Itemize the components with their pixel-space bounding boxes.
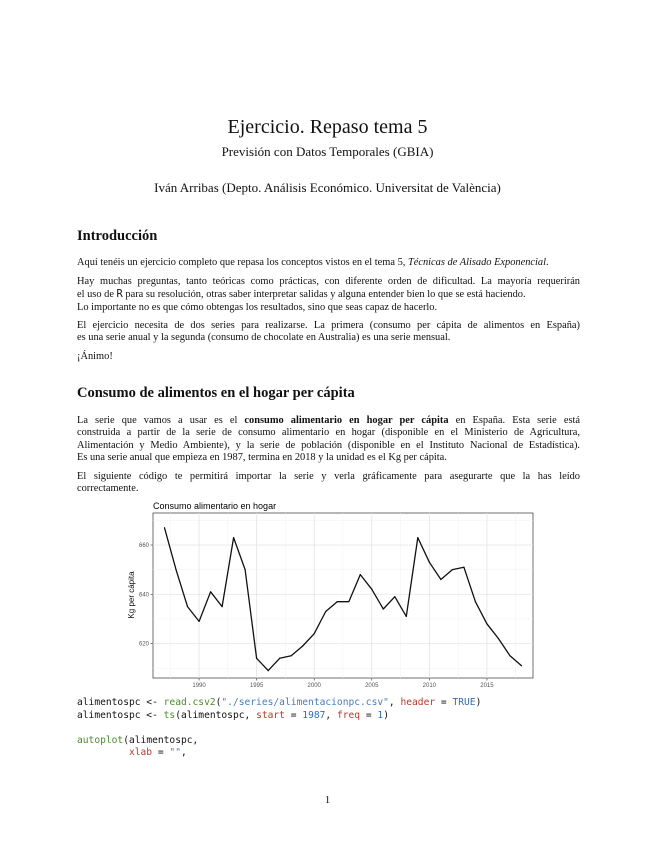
chart-title: Consumo alimentario en hogar: [153, 501, 277, 511]
data-point: [394, 596, 395, 597]
data-point: [440, 579, 441, 580]
data-point: [233, 537, 234, 538]
code-token: alimentospc <-: [77, 697, 164, 708]
code-line-1: [77, 697, 481, 708]
code-number: 1: [377, 709, 384, 721]
code-number: 1987: [302, 709, 326, 721]
intro-p1-text: Aquí tenéis un ejercicio completo que repasa los conceptos vistos en el tema 5,: [77, 257, 408, 268]
data-point: [268, 670, 269, 671]
data-point: [429, 562, 430, 563]
data-point: [325, 611, 326, 612]
y-tick-label: 660: [138, 543, 149, 550]
section2-p1-line1-a: La serie que vamos a usar es el: [77, 415, 245, 426]
code-token: =: [435, 697, 453, 708]
code-string: "./series/alimentacionpc.csv": [221, 697, 389, 708]
section2-heading: Consumo de alimentos en el hogar per cápita: [77, 385, 355, 401]
data-point: [417, 537, 418, 538]
data-point: [302, 645, 303, 646]
code-line-3: [77, 735, 198, 746]
section2-p1-line3: Alimentación y Medio Ambiente), y la serie de población (disponible en el Instituto Nacional de Estadística).: [77, 439, 580, 451]
data-point: [463, 567, 464, 568]
x-tick-label: 2015: [480, 683, 494, 689]
data-point: [175, 569, 176, 570]
section2-p2-line1: El siguiente código te permitirá importar la serie y verla gráficamente para asegurarte que la has leído: [77, 471, 580, 482]
data-point: [279, 658, 280, 659]
code-token: (: [215, 697, 222, 708]
data-point: [291, 655, 292, 656]
code-argument: xlab: [128, 747, 153, 758]
intro-p3-line2: es una serie anual y la segunda (consumo de chocolate en Australia) es una serie mensual.: [77, 332, 451, 344]
intro-p2-line1: Hay muchas preguntas, tanto teóricas como prácticas, con diferente orden de dificultad. La mayoría requerirán: [77, 276, 580, 287]
code-token: (alimentospc,: [175, 709, 257, 721]
data-point: [521, 665, 522, 666]
code-token: =: [152, 747, 170, 758]
intro-p3-line1: El ejercicio necesita de dos series para realizarse. La primera (consumo per cápita de alimentos en España): [77, 320, 580, 331]
data-point: [348, 601, 349, 602]
code-block: [77, 697, 481, 760]
section2-p1-line1-b: en España. Esta serie está: [448, 415, 581, 426]
code-argument: header: [400, 697, 436, 708]
section2-p2-line2: correctamente.: [77, 483, 139, 495]
data-point: [452, 569, 453, 570]
code-token: alimentospc <-: [77, 709, 164, 721]
data-point: [383, 608, 384, 609]
intro-p2-line2-b: para su resolución, otras saber interpretar salidas y alguna entender bien lo que se está haciendo.: [122, 289, 526, 301]
x-tick-label: 1990: [192, 683, 206, 689]
code-function: ts: [163, 709, 176, 721]
code-token: (alimentospc,: [123, 734, 199, 746]
document-title: Ejercicio. Repaso tema 5: [227, 116, 428, 138]
code-line-2: [77, 710, 389, 721]
intro-paragraph-4: ¡Ánimo!: [77, 351, 113, 362]
intro-p2-line3: Lo importante no es que cómo obtengas los resultados, sino que seas capaz de hacerlo.: [77, 301, 438, 313]
intro-p1-emphasis: Técnicas de Alisado Exponencial: [407, 257, 546, 268]
intro-p2-line2-a: el uso de: [77, 289, 117, 301]
code-token: ): [475, 697, 482, 708]
code-token: ): [383, 709, 389, 721]
x-tick-label: 2010: [422, 683, 437, 689]
data-point: [360, 574, 361, 575]
y-tick-label: 640: [138, 592, 149, 599]
data-point: [221, 606, 222, 607]
data-point: [210, 591, 211, 592]
document-subtitle: Previsión con Datos Temporales (GBIA): [221, 144, 434, 159]
section2-p1-line4: Es una serie anual que empieza en 1987, termina en 2018 y la unidad es el Kg per cápita.: [77, 452, 447, 464]
r-code-inline: R: [116, 288, 123, 301]
data-point: [256, 658, 257, 659]
x-tick-label: 2000: [307, 683, 321, 689]
y-axis-label: Kg per cápita: [127, 571, 136, 619]
code-string: "": [169, 747, 181, 758]
section2-p1-bold: consumo alimentario en hogar per cápita: [244, 415, 449, 426]
code-argument: start: [256, 709, 285, 721]
data-point: [486, 623, 487, 624]
intro-heading: Introducción: [77, 228, 158, 244]
code-constant: TRUE: [452, 697, 476, 708]
code-token: ,: [388, 697, 401, 708]
data-point: [245, 569, 246, 570]
data-point: [314, 633, 315, 634]
code-line-4: [77, 747, 187, 758]
data-point: [198, 621, 199, 622]
data-point: [187, 606, 188, 607]
data-point: [475, 601, 476, 602]
code-token: ,: [325, 709, 337, 721]
code-token: =: [360, 709, 378, 721]
code-function: read.csv2: [163, 697, 216, 708]
y-tick-label: 620: [138, 641, 149, 648]
data-point: [509, 655, 510, 656]
code-token: =: [284, 709, 303, 721]
x-tick-label: 2005: [365, 683, 379, 689]
code-token: ,: [180, 747, 187, 758]
data-point: [406, 616, 407, 617]
code-argument: freq: [336, 709, 361, 721]
document-author: Iván Arribas (Depto. Análisis Económico. Universitat de València): [154, 180, 501, 195]
x-tick-label: 1995: [249, 683, 264, 689]
data-point: [498, 638, 499, 639]
section2-p1-line2: construida a partir de la serie de consumo alimentario en hogar (disponible en el Ministerio de Agricultura,: [77, 427, 580, 439]
code-function: autoplot: [77, 734, 124, 746]
data-point: [164, 527, 165, 528]
data-point: [337, 601, 338, 602]
data-point: [371, 589, 372, 590]
intro-p1-end: .: [546, 257, 549, 268]
page-number: 1: [324, 794, 331, 806]
